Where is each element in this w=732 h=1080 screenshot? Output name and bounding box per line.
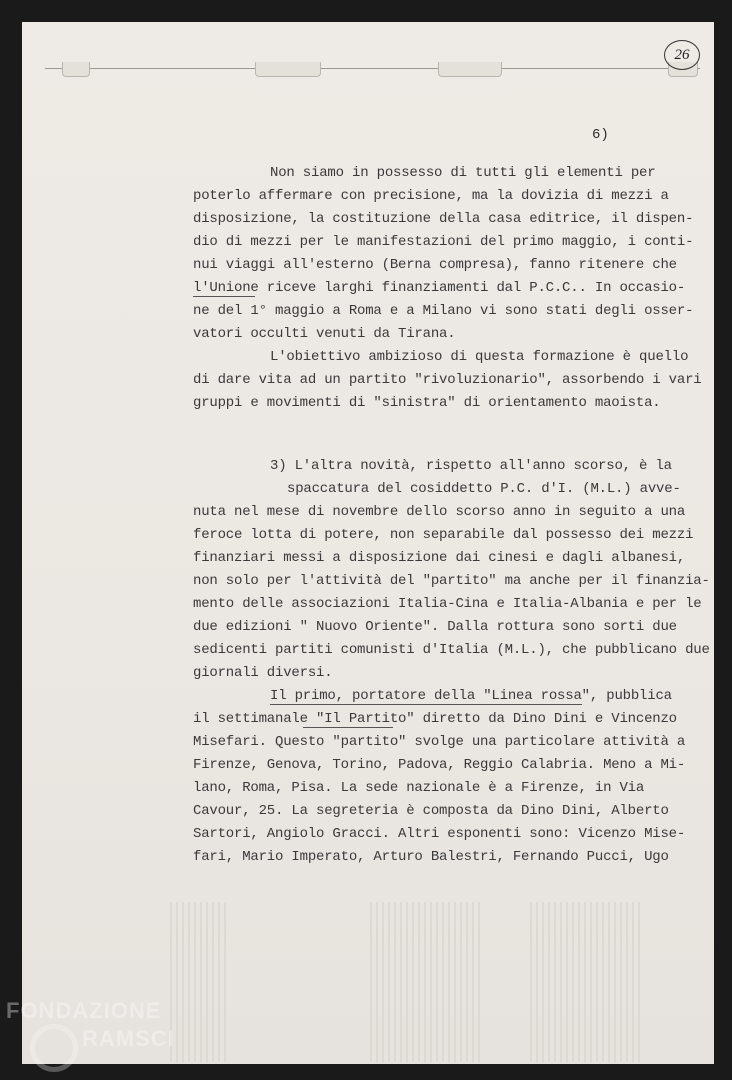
watermark-text: FONDAZIONE <box>6 998 162 1023</box>
watermark-text: RAMSCI <box>82 1026 175 1051</box>
text-line: finanziari messi a disposizione dai cinesi e dagli albanesi, <box>193 550 686 566</box>
text-line: Misefari. Questo "partito" svolge una particolare attività a <box>193 734 686 750</box>
text-line: nuta nel mese di novembre dello scorso anno in seguito a una <box>193 504 686 520</box>
text-line: Non siamo in possesso di tutti gli elementi per <box>270 165 656 181</box>
binder-tab <box>62 62 90 77</box>
page-number: 6) <box>592 127 609 143</box>
text-line: feroce lotta di potere, non separabile dal possesso dei mezzi <box>193 527 694 543</box>
text-line: dio di mezzi per le manifestazioni del primo maggio, i conti- <box>193 234 694 250</box>
text-line: Sartori, Angiolo Gracci. Altri esponenti sono: Vicenzo Mise- <box>193 826 686 842</box>
text-line: l'Unione riceve larghi finanziamenti dal P.C.C.. In occasio- <box>193 280 686 296</box>
watermark-logo <box>30 1024 78 1072</box>
binder-tab <box>438 62 502 77</box>
text-line: nui viaggi all'esterno (Berna compresa), fanno ritenere che <box>193 257 677 273</box>
text-line: Cavour, 25. La segreteria è composta da Dino Dini, Alberto <box>193 803 669 819</box>
text-line: Firenze, Genova, Torino, Padova, Reggio Calabria. Meno a Mi- <box>193 757 686 773</box>
text-line: L'obiettivo ambizioso di questa formazione è quello <box>270 349 689 365</box>
text-line: lano, Roma, Pisa. La sede nazionale è a Firenze, in Via <box>193 780 645 796</box>
text-line: il settimanale "Il Partito" diretto da Dino Dini e Vincenzo <box>193 711 677 727</box>
text-line: giornali diversi. <box>193 665 333 681</box>
text-line: due edizioni " Nuovo Oriente". Dalla rottura sono sorti due <box>193 619 677 635</box>
underline-mark <box>270 704 582 705</box>
text-line: non solo per l'attività del "partito" ma anche per il finanzia- <box>193 573 710 589</box>
text-line: di dare vita ad un partito "rivoluzionario", assorbendo i vari <box>193 372 702 388</box>
underline-mark <box>303 727 393 728</box>
text-line: vatori occulti venuti da Tirana. <box>193 326 456 342</box>
text-line: Il primo, portatore della "Linea rossa", pubblica <box>270 688 672 704</box>
bleed-through <box>370 902 480 1062</box>
text-line: disposizione, la costituzione della casa editrice, il dispen- <box>193 211 694 227</box>
text-line: ne del 1° maggio a Roma e a Milano vi sono stati degli osser- <box>193 303 694 319</box>
bleed-through <box>170 902 230 1062</box>
text-line: fari, Mario Imperato, Arturo Balestri, Fernando Pucci, Ugo <box>193 849 669 865</box>
text-line: 3) L'altra novità, rispetto all'anno scorso, è la <box>270 458 672 474</box>
archive-page-stamp: 26 <box>664 40 700 70</box>
underline-mark <box>193 296 255 297</box>
bleed-through <box>530 902 640 1062</box>
binder-tab <box>255 62 321 77</box>
text-line: spaccatura del cosiddetto P.C. d'I. (M.L.) avve- <box>287 481 681 497</box>
text-line: gruppi e movimenti di "sinistra" di orientamento maoista. <box>193 395 661 411</box>
perforation-line <box>45 68 700 69</box>
text-line: poterlo affermare con precisione, ma la dovizia di mezzi a <box>193 188 669 204</box>
text-line: sedicenti partiti comunisti d'Italia (M.L.), che pubblicano due <box>193 642 710 658</box>
text-line: mento delle associazioni Italia-Cina e Italia-Albania e per le <box>193 596 702 612</box>
